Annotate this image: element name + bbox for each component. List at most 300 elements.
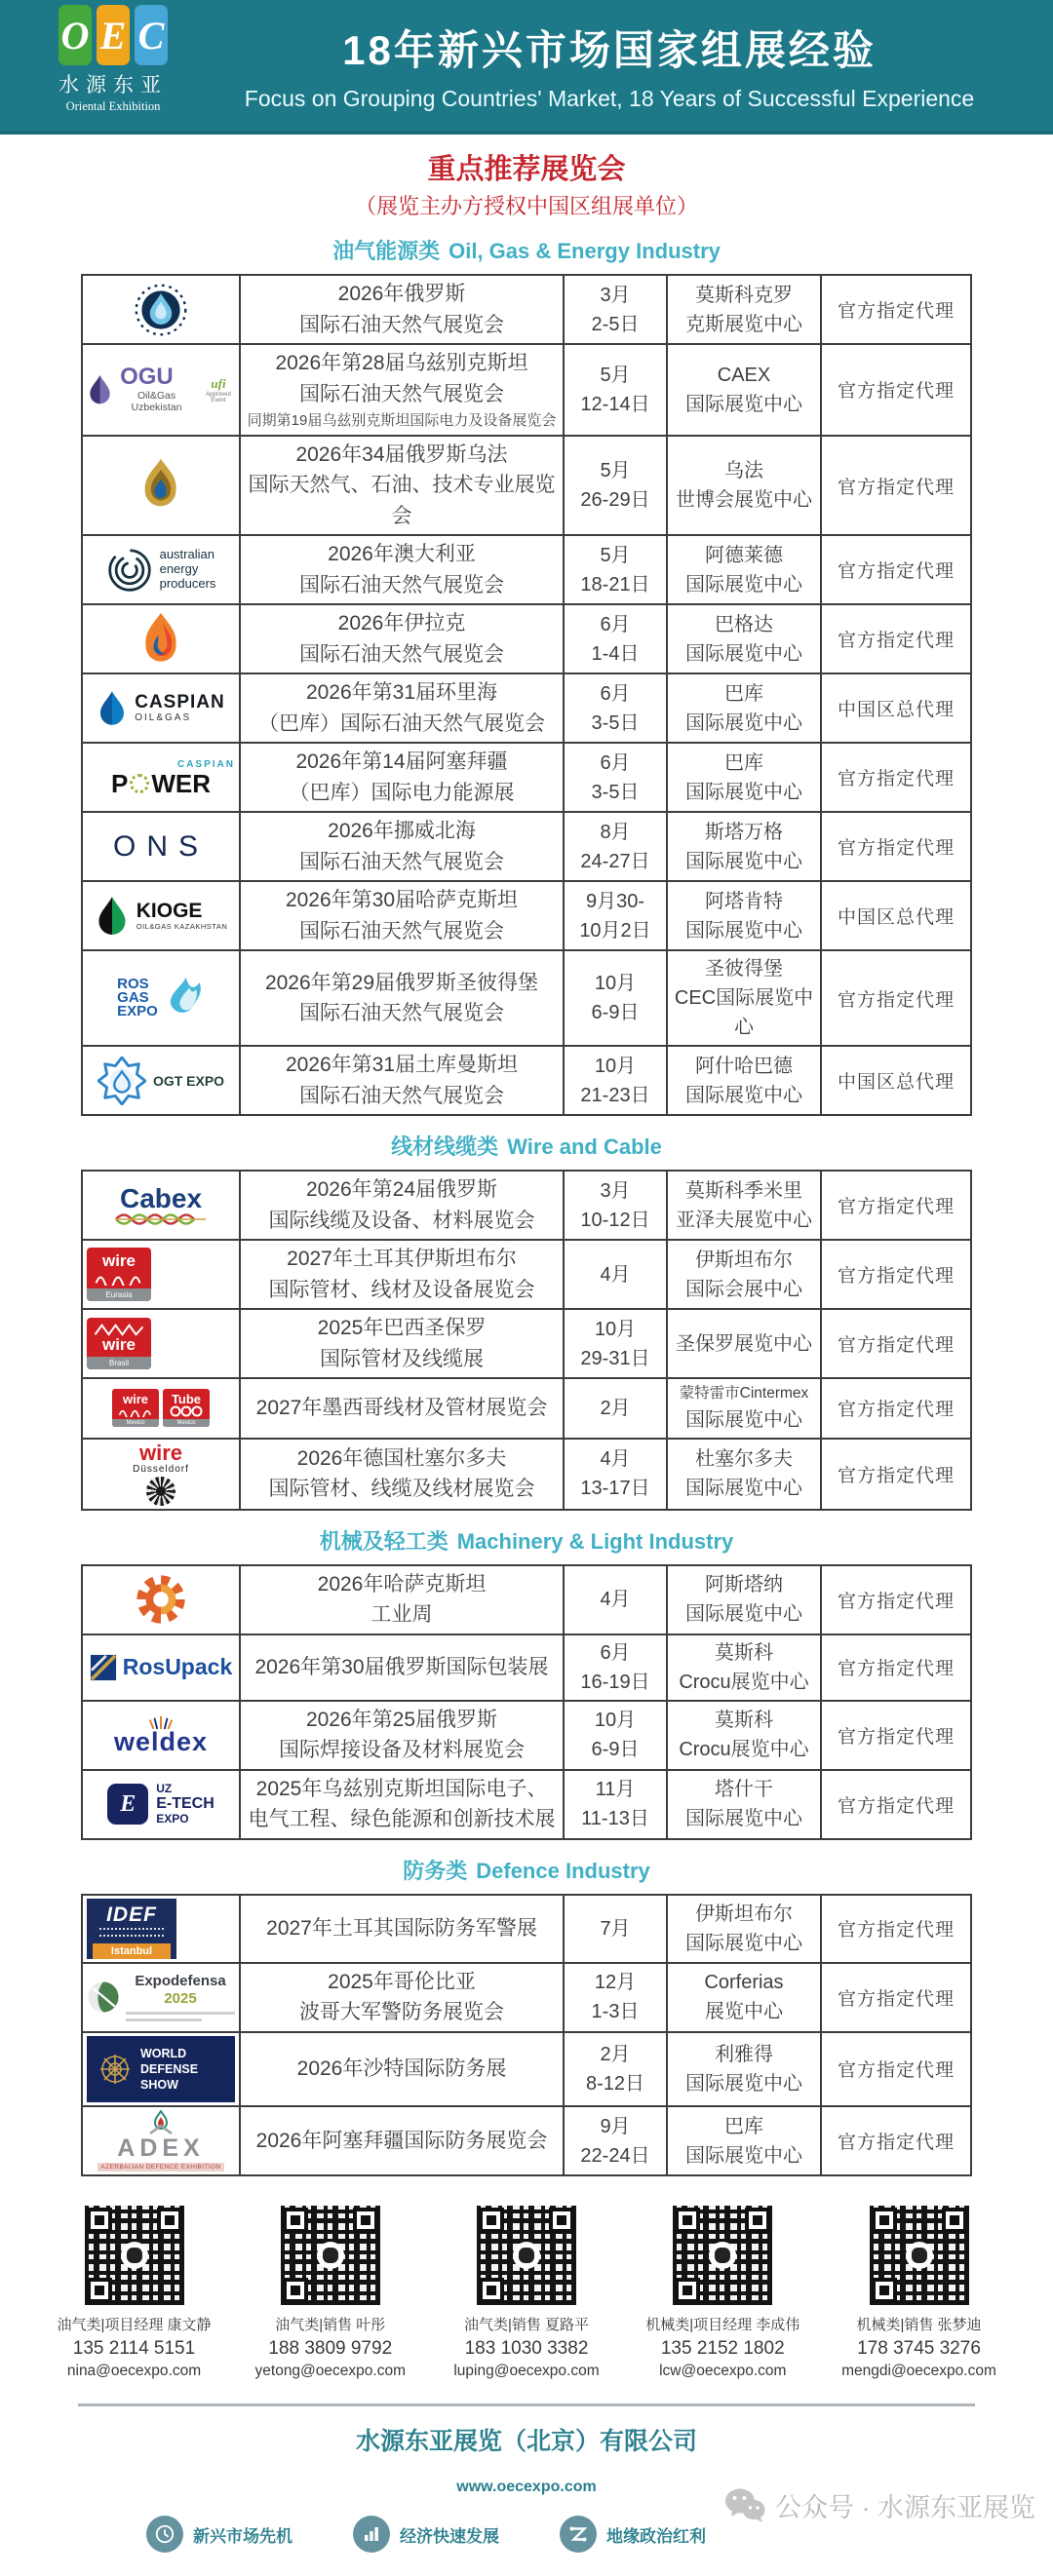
date-line: 6月 (600, 751, 631, 774)
venue-cell (667, 2032, 821, 2107)
cabex-logo: Cabex (87, 1184, 235, 1226)
venue-line: 伊斯坦布尔 (695, 1249, 793, 1271)
footer-perk-label: 经济快速发展 (400, 2526, 499, 2546)
date-cell (564, 535, 667, 604)
logo-cell (82, 1378, 240, 1438)
expo-row (82, 1439, 971, 1510)
wire-loops-icon (117, 1405, 154, 1417)
contact-qr-row (39, 2206, 1014, 2380)
exhibition-name-cell (240, 275, 564, 344)
qr-finder-pattern (87, 2278, 112, 2303)
date-cell (564, 1770, 667, 1839)
agent-cell (821, 275, 971, 344)
expo-row (82, 1634, 971, 1701)
venue-line: 国际展览中心 (685, 1808, 802, 1829)
brand-english-name: Oriental Exhibition (65, 99, 161, 113)
clock-icon (146, 2516, 183, 2553)
date-cell (564, 1240, 667, 1309)
venue-line: 圣彼得堡 (705, 958, 783, 980)
exhibition-name-line: 国际焊接设备及材料展览会 (279, 1739, 525, 1761)
footer-perk (353, 2516, 499, 2553)
venue-cell (667, 1309, 821, 1378)
wire-loops-icon (93, 1270, 145, 1286)
qr-finder-pattern (479, 2278, 504, 2303)
exhibition-name-line: 2027年墨西哥线材及管材展览会 (255, 1397, 548, 1420)
exhibition-name-cell (240, 1309, 564, 1378)
venue-cell (667, 673, 821, 743)
section-title-en: Defence Industry (476, 1858, 650, 1883)
exhibition-name-cell (240, 743, 564, 812)
exhibition-name-cell (240, 673, 564, 743)
section-title (0, 1525, 1053, 1556)
agent-label: 官方指定代理 (837, 477, 955, 498)
logo-cell (82, 1171, 240, 1240)
venue-cell (667, 1895, 821, 1963)
rosgasexpo-logo: ROS GAS EXPO (87, 976, 235, 1020)
date-line: 6月 (600, 682, 631, 705)
venue-line: 巴库 (724, 751, 763, 774)
agent-cell (821, 2032, 971, 2107)
qr-code (870, 2206, 969, 2305)
section-title-cn: 防务类 (403, 1858, 468, 1883)
exhibition-name-cell (240, 2032, 564, 2107)
contact-phone: 188 3809 9792 (268, 2338, 393, 2360)
venue-line: 莫斯科季米里 (685, 1179, 802, 1202)
agent-cell (821, 1378, 971, 1438)
expo-row (82, 1770, 971, 1839)
venue-line: 国际展览中心 (685, 642, 802, 665)
venue-line: 国际展览中心 (685, 2144, 802, 2167)
agent-label: 官方指定代理 (837, 1266, 955, 1288)
header (0, 0, 1053, 135)
section-title-cn: 机械及轻工类 (319, 1528, 448, 1554)
contact-card (235, 2206, 425, 2380)
agent-cell (821, 1565, 971, 1634)
wire-duesseldorf-logo: wire Düsseldorf (87, 1442, 235, 1506)
oec-tile-green (58, 5, 92, 65)
exhibition-name-line: 2025年巴西圣保罗 (317, 1317, 487, 1340)
sections (0, 235, 1053, 2176)
venue-line: 杜塞尔多夫 (695, 1448, 793, 1470)
section-title-en: Wire and Cable (507, 1134, 662, 1160)
exhibition-name-cell (240, 1378, 564, 1438)
venue-line: CEC国际展览中心 (674, 987, 814, 1039)
caspian-power-logo: CASPIAN P WER (110, 758, 235, 798)
qr-finder-pattern (872, 2278, 897, 2303)
venue-line: 国际展览中心 (685, 1478, 802, 1499)
date-line: 13-17日 (580, 1478, 650, 1499)
date-line: 3-5日 (591, 711, 640, 734)
logo-cell (82, 535, 240, 604)
venue-cell (667, 1634, 821, 1701)
qr-finder-pattern (283, 2278, 308, 2303)
venue-line: 巴格达 (715, 613, 773, 635)
exhibition-name-cell (240, 436, 564, 536)
venue-cell (667, 1963, 821, 2032)
geopolitics-icon (560, 2516, 597, 2553)
contact-card (432, 2206, 622, 2380)
agent-cell (821, 604, 971, 673)
agent-label: 官方指定代理 (837, 301, 955, 322)
date-line: 6月 (600, 613, 631, 635)
date-cell (564, 1895, 667, 1963)
section-title (0, 1855, 1053, 1885)
section-title-en: Machinery & Light Industry (456, 1528, 734, 1554)
date-cell (564, 1046, 667, 1115)
section-title-en: Oil, Gas & Energy Industry (448, 239, 721, 263)
exhibition-name-line: 2026年第28届乌兹别克斯坦 (275, 352, 528, 374)
exhibition-name-line: 国际石油天然气展览会 (299, 919, 504, 942)
adex-logo: ADEX AZERBAIJAN DEFENCE EXHIBITION (87, 2110, 235, 2172)
date-line: 6月 (600, 1641, 631, 1664)
agent-cell (821, 1770, 971, 1839)
qr-code (477, 2206, 576, 2305)
date-cell (564, 1171, 667, 1240)
venue-cell (667, 2106, 821, 2175)
logo-cell (82, 1309, 240, 1378)
date-cell (564, 950, 667, 1046)
date-line: 21-23日 (580, 1084, 650, 1106)
exhibition-name-line: 2026年挪威北海 (328, 820, 476, 843)
exhibition-name-line: （巴库）国际石油天然气展览会 (258, 711, 545, 735)
contact-role: 油气类|销售 叶彤 (275, 2317, 386, 2334)
venue-cell (667, 1046, 821, 1115)
exhibition-name-cell (240, 2106, 564, 2175)
venue-line: 克斯展览中心 (685, 313, 802, 335)
qr-finder-pattern (283, 2208, 308, 2233)
date-cell (564, 812, 667, 881)
flame-icon (137, 611, 184, 668)
date-line: 22-24日 (580, 2144, 650, 2167)
date-line: 4月 (600, 1263, 631, 1286)
agent-label: 官方指定代理 (837, 2060, 955, 2082)
gas-flame-icon (160, 976, 205, 1020)
contact-email: lcw@oecexpo.com (659, 2363, 787, 2380)
venue-line: 国际展览中心 (685, 850, 802, 872)
bar-chart-icon (353, 2516, 390, 2553)
exhibition-name-cell (240, 881, 564, 950)
exhibition-name-line: 国际石油天然气展览会 (299, 382, 504, 405)
expo-row (82, 1963, 971, 2032)
venue-line: 巴库 (724, 2115, 763, 2137)
agent-cell (821, 1701, 971, 1770)
footer (0, 2422, 1053, 2576)
contact-role: 油气类|项目经理 康文静 (57, 2317, 212, 2334)
date-line: 6-9日 (591, 1002, 640, 1024)
contact-phone: 178 3745 3276 (857, 2338, 981, 2360)
date-line: 10月 (594, 1710, 637, 1731)
venue-line: 阿什哈巴德 (695, 1055, 793, 1077)
agent-cell (821, 535, 971, 604)
exhibition-name-line: 2026年第30届哈萨克斯坦 (285, 889, 519, 912)
weldex-logo: weldex (87, 1714, 235, 1755)
australian-energy-producers-logo: australian energy producers (87, 547, 235, 594)
venue-cell (667, 604, 821, 673)
neftegaz-logo (87, 282, 235, 338)
rings-icon (106, 547, 153, 594)
wechat-account-label: 公众号 · 水源东亚展览 (775, 2493, 1035, 2523)
exhibition-name-line: 2025年哥伦比亚 (328, 1970, 476, 1993)
exhibition-name-line: 国际石油天然气展览会 (299, 642, 504, 666)
date-line: 3月 (600, 1179, 631, 1202)
date-line: 26-29日 (580, 489, 650, 511)
exhibition-name-line: 2026年第29届俄罗斯圣彼得堡 (264, 971, 539, 994)
expo-row (82, 1895, 971, 1963)
agent-cell (821, 436, 971, 536)
star-drop-icon (98, 1057, 146, 1105)
agent-label: 官方指定代理 (837, 1591, 955, 1612)
logo-cell (82, 1701, 240, 1770)
tube-ends-icon (170, 1405, 203, 1417)
date-line: 2月 (600, 1397, 631, 1419)
exhibition-name-line: 2026年第31届环里海 (305, 681, 498, 705)
venue-cell (667, 275, 821, 344)
date-line: 8-12日 (585, 2072, 645, 2095)
agent-label: 官方指定代理 (837, 989, 955, 1011)
expo-row (82, 275, 971, 344)
oec-logo-tiles (35, 5, 191, 65)
exhibition-name-line: 2027年土耳其国际防务军警展 (266, 1916, 537, 1940)
agent-cell (821, 812, 971, 881)
venue-cell (667, 1770, 821, 1839)
date-line: 11月 (595, 1779, 636, 1800)
venue-cell (667, 1565, 821, 1634)
agent-cell (821, 1634, 971, 1701)
expo-row (82, 535, 971, 604)
date-line: 12-14日 (580, 393, 650, 415)
date-cell (564, 1963, 667, 2032)
exhibition-name-line: 国际石油天然气展览会 (299, 1002, 504, 1025)
logo-cell (82, 673, 240, 743)
section-title (0, 235, 1053, 265)
venue-line: 国际会展中心 (685, 1278, 802, 1300)
exhibition-name-cell (240, 812, 564, 881)
exhibition-name-line: 国际石油天然气展览会 (299, 1084, 504, 1107)
qr-center-logo (906, 2242, 933, 2269)
exhibition-name-line: 2026年哈萨克斯坦 (317, 1572, 487, 1596)
venue-cell (667, 950, 821, 1046)
contact-role: 机械类|项目经理 李成伟 (645, 2317, 800, 2334)
exhibition-name-cell (240, 1240, 564, 1309)
logo-cell (82, 881, 240, 950)
exhibition-name-line: 2026年第25届俄罗斯 (305, 1708, 498, 1731)
venue-line: 巴库 (724, 682, 763, 705)
dotted-o-icon (130, 774, 149, 793)
date-cell (564, 604, 667, 673)
date-cell (564, 1565, 667, 1634)
logo-cell (82, 1046, 240, 1115)
exhibition-name-line: 国际线缆及设备、材料展览会 (268, 1209, 535, 1232)
venue-line: 国际展览中心 (685, 1932, 802, 1954)
venue-cell (667, 1240, 821, 1309)
agent-label: 官方指定代理 (837, 1920, 955, 1941)
venue-line: 利雅得 (715, 2043, 773, 2065)
date-line: 10月 (594, 973, 637, 995)
wechat-banner (723, 2486, 1035, 2524)
logo-cell (82, 812, 240, 881)
date-cell (564, 2106, 667, 2175)
logo-cell (82, 2106, 240, 2175)
world-map-dots-icon (99, 1935, 164, 1939)
venue-line: 阿斯塔纳 (705, 1574, 783, 1596)
oec-letter-e: E (99, 13, 127, 58)
recommended-expos-title: 重点推荐展览会 (427, 154, 626, 185)
date-cell (564, 743, 667, 812)
contact-phone: 183 1030 3382 (464, 2338, 589, 2360)
expo-row (82, 604, 971, 673)
venue-line: 阿塔肯特 (705, 890, 783, 912)
world-map-dots-icon (99, 1928, 164, 1932)
stripes-square-icon (90, 1654, 117, 1681)
gear-icon (134, 1572, 188, 1627)
oec-tile-blue (135, 5, 168, 65)
exhibition-name-line: 2026年第31届土库曼斯坦 (285, 1054, 519, 1077)
agent-label: 官方指定代理 (837, 1400, 955, 1421)
date-line: 6-9日 (591, 1739, 640, 1760)
exhibition-name-line: 国际石油天然气展览会 (299, 850, 504, 873)
exhibition-name-line: 2026年第24届俄罗斯 (305, 1178, 498, 1202)
agent-label: 官方指定代理 (837, 1795, 955, 1817)
qr-finder-pattern (479, 2208, 504, 2233)
exhibition-name-line: 2027年土耳其伊斯坦布尔 (287, 1248, 517, 1271)
venue-line: 世博会展览中心 (676, 489, 812, 511)
exhibition-name-cell (240, 535, 564, 604)
contact-email: mengdi@oecexpo.com (841, 2363, 996, 2380)
expo-row (82, 344, 971, 436)
ufa-flame-logo (87, 457, 235, 514)
expo-row (82, 743, 971, 812)
venue-line: 蒙特雷市Cintermex (679, 1385, 809, 1403)
exhibition-table (81, 1894, 972, 2177)
wire-brasil-logo: wire Brasil (87, 1318, 151, 1369)
caspian-oilgas-logo: CASPIAN OIL&GAS (87, 688, 235, 729)
exhibition-name-line: 波哥大军警防务展览会 (299, 2001, 504, 2023)
wechat-icon (723, 2487, 766, 2524)
date-cell (564, 2032, 667, 2107)
qr-center-logo (121, 2242, 148, 2269)
venue-line: 国际展览中心 (685, 393, 802, 415)
expo-row (82, 812, 971, 881)
logo-cell (82, 436, 240, 536)
flame-emblem-icon (146, 2110, 176, 2135)
contact-phone: 135 2152 1802 (660, 2338, 785, 2360)
qr-finder-pattern (353, 2208, 378, 2233)
venue-cell (667, 344, 821, 436)
venue-line: 国际展览中心 (685, 919, 802, 942)
venue-line: 国际展览中心 (685, 573, 802, 596)
exhibition-name-line: 2026年阿塞拜疆国际防务展览会 (255, 2130, 548, 2152)
date-line: 16-19日 (580, 1671, 650, 1693)
date-line: 5月 (600, 544, 631, 566)
qr-finder-pattern (157, 2208, 182, 2233)
date-line: 3月 (600, 284, 631, 306)
venue-cell (667, 881, 821, 950)
venue-line: Corferias (704, 1972, 784, 1993)
venue-line: 国际展览中心 (685, 2072, 802, 2095)
venue-cell (667, 743, 821, 812)
ufi-badge: ufi Approved Event (206, 375, 231, 404)
venue-cell (667, 1171, 821, 1240)
date-line: 24-27日 (580, 850, 650, 872)
qr-code (673, 2206, 772, 2305)
expo-row (82, 1378, 971, 1438)
footer-bottom-row (0, 2493, 1053, 2576)
contact-card (628, 2206, 818, 2380)
oil-drop-icon (87, 369, 113, 410)
exhibition-name-cell (240, 1963, 564, 2032)
expo-row (82, 2106, 971, 2175)
agent-label: 官方指定代理 (837, 1335, 955, 1357)
agent-label: 官方指定代理 (837, 631, 955, 652)
flame-globe-icon (133, 282, 189, 338)
agent-label: 官方指定代理 (837, 1465, 955, 1486)
date-cell (564, 344, 667, 436)
zigzag-icon (93, 1323, 145, 1336)
venue-line: 亚泽夫展览中心 (676, 1209, 812, 1231)
date-cell (564, 1378, 667, 1438)
header-title-cn: 18年新兴市场国家组展经验 (342, 27, 877, 73)
agent-cell (821, 950, 971, 1046)
venue-line: 莫斯科 (715, 1641, 773, 1664)
exhibition-name-line: 2026年第30届俄罗斯国际包装展 (254, 1655, 549, 1678)
date-cell (564, 1701, 667, 1770)
logo-cell (82, 1240, 240, 1309)
qr-center-logo (513, 2242, 540, 2269)
agent-label: 官方指定代理 (837, 1197, 955, 1218)
qr-code (281, 2206, 380, 2305)
date-line: 5月 (600, 364, 631, 386)
footer-perk-label: 新兴市场先机 (193, 2526, 292, 2546)
venue-line: 莫斯科克罗 (695, 284, 793, 306)
world-defense-show-logo: WORLD DEFENSE SHOW (87, 2036, 235, 2103)
website-url: www.oecexpo.com (456, 2479, 597, 2496)
agent-label: 官方指定代理 (837, 838, 955, 860)
qr-finder-pattern (675, 2278, 700, 2303)
section-title-cn: 线材线缆类 (391, 1134, 499, 1160)
exhibition-name-cell (240, 1634, 564, 1701)
qr-center-logo (709, 2242, 736, 2269)
exhibition-name-cell (240, 950, 564, 1046)
venue-line: 乌法 (724, 460, 763, 481)
expo-row (82, 436, 971, 536)
agent-cell (821, 881, 971, 950)
globe-icon (87, 1976, 120, 2019)
venue-line: 国际展览中心 (685, 1408, 802, 1431)
poster-body (0, 147, 1053, 2576)
exhibition-name-line: 国际管材、线缆及线材展览会 (268, 1478, 535, 1500)
gold-emblem-icon (98, 2053, 132, 2086)
venue-line: Crocu展览中心 (679, 1739, 809, 1760)
rosupack-logo: RosUpack (87, 1654, 235, 1681)
logo-cell (82, 344, 240, 436)
exhibition-name-line: 国际管材、线材及设备展览会 (268, 1278, 535, 1301)
expodefensa-logo: Expodefensa 2025 (87, 1973, 235, 2021)
exhibition-name-cell (240, 344, 564, 436)
exhibition-name-line: 2026年第14届阿塞拜疆 (295, 750, 508, 774)
expo-row (82, 2032, 971, 2107)
section-title-cn: 油气能源类 (332, 239, 441, 263)
kioge-logo: KIOGE OIL&GAS KAZAKHSTAN (87, 895, 235, 938)
company-name: 水源东亚展览（北京）有限公司 (355, 2428, 697, 2456)
exhibition-name-line: 电气工程、绿色能源和创新技术展 (248, 1808, 556, 1830)
ogt-expo-logo: OGT EXPO (87, 1057, 235, 1105)
qr-code (85, 2206, 184, 2305)
agent-label: 官方指定代理 (837, 1659, 955, 1679)
agent-label: 官方指定代理 (837, 1988, 955, 2010)
logo-cell (82, 1565, 240, 1634)
agent-label: 官方指定代理 (837, 561, 955, 583)
brand-chinese-name: 水源东亚 (58, 73, 168, 96)
